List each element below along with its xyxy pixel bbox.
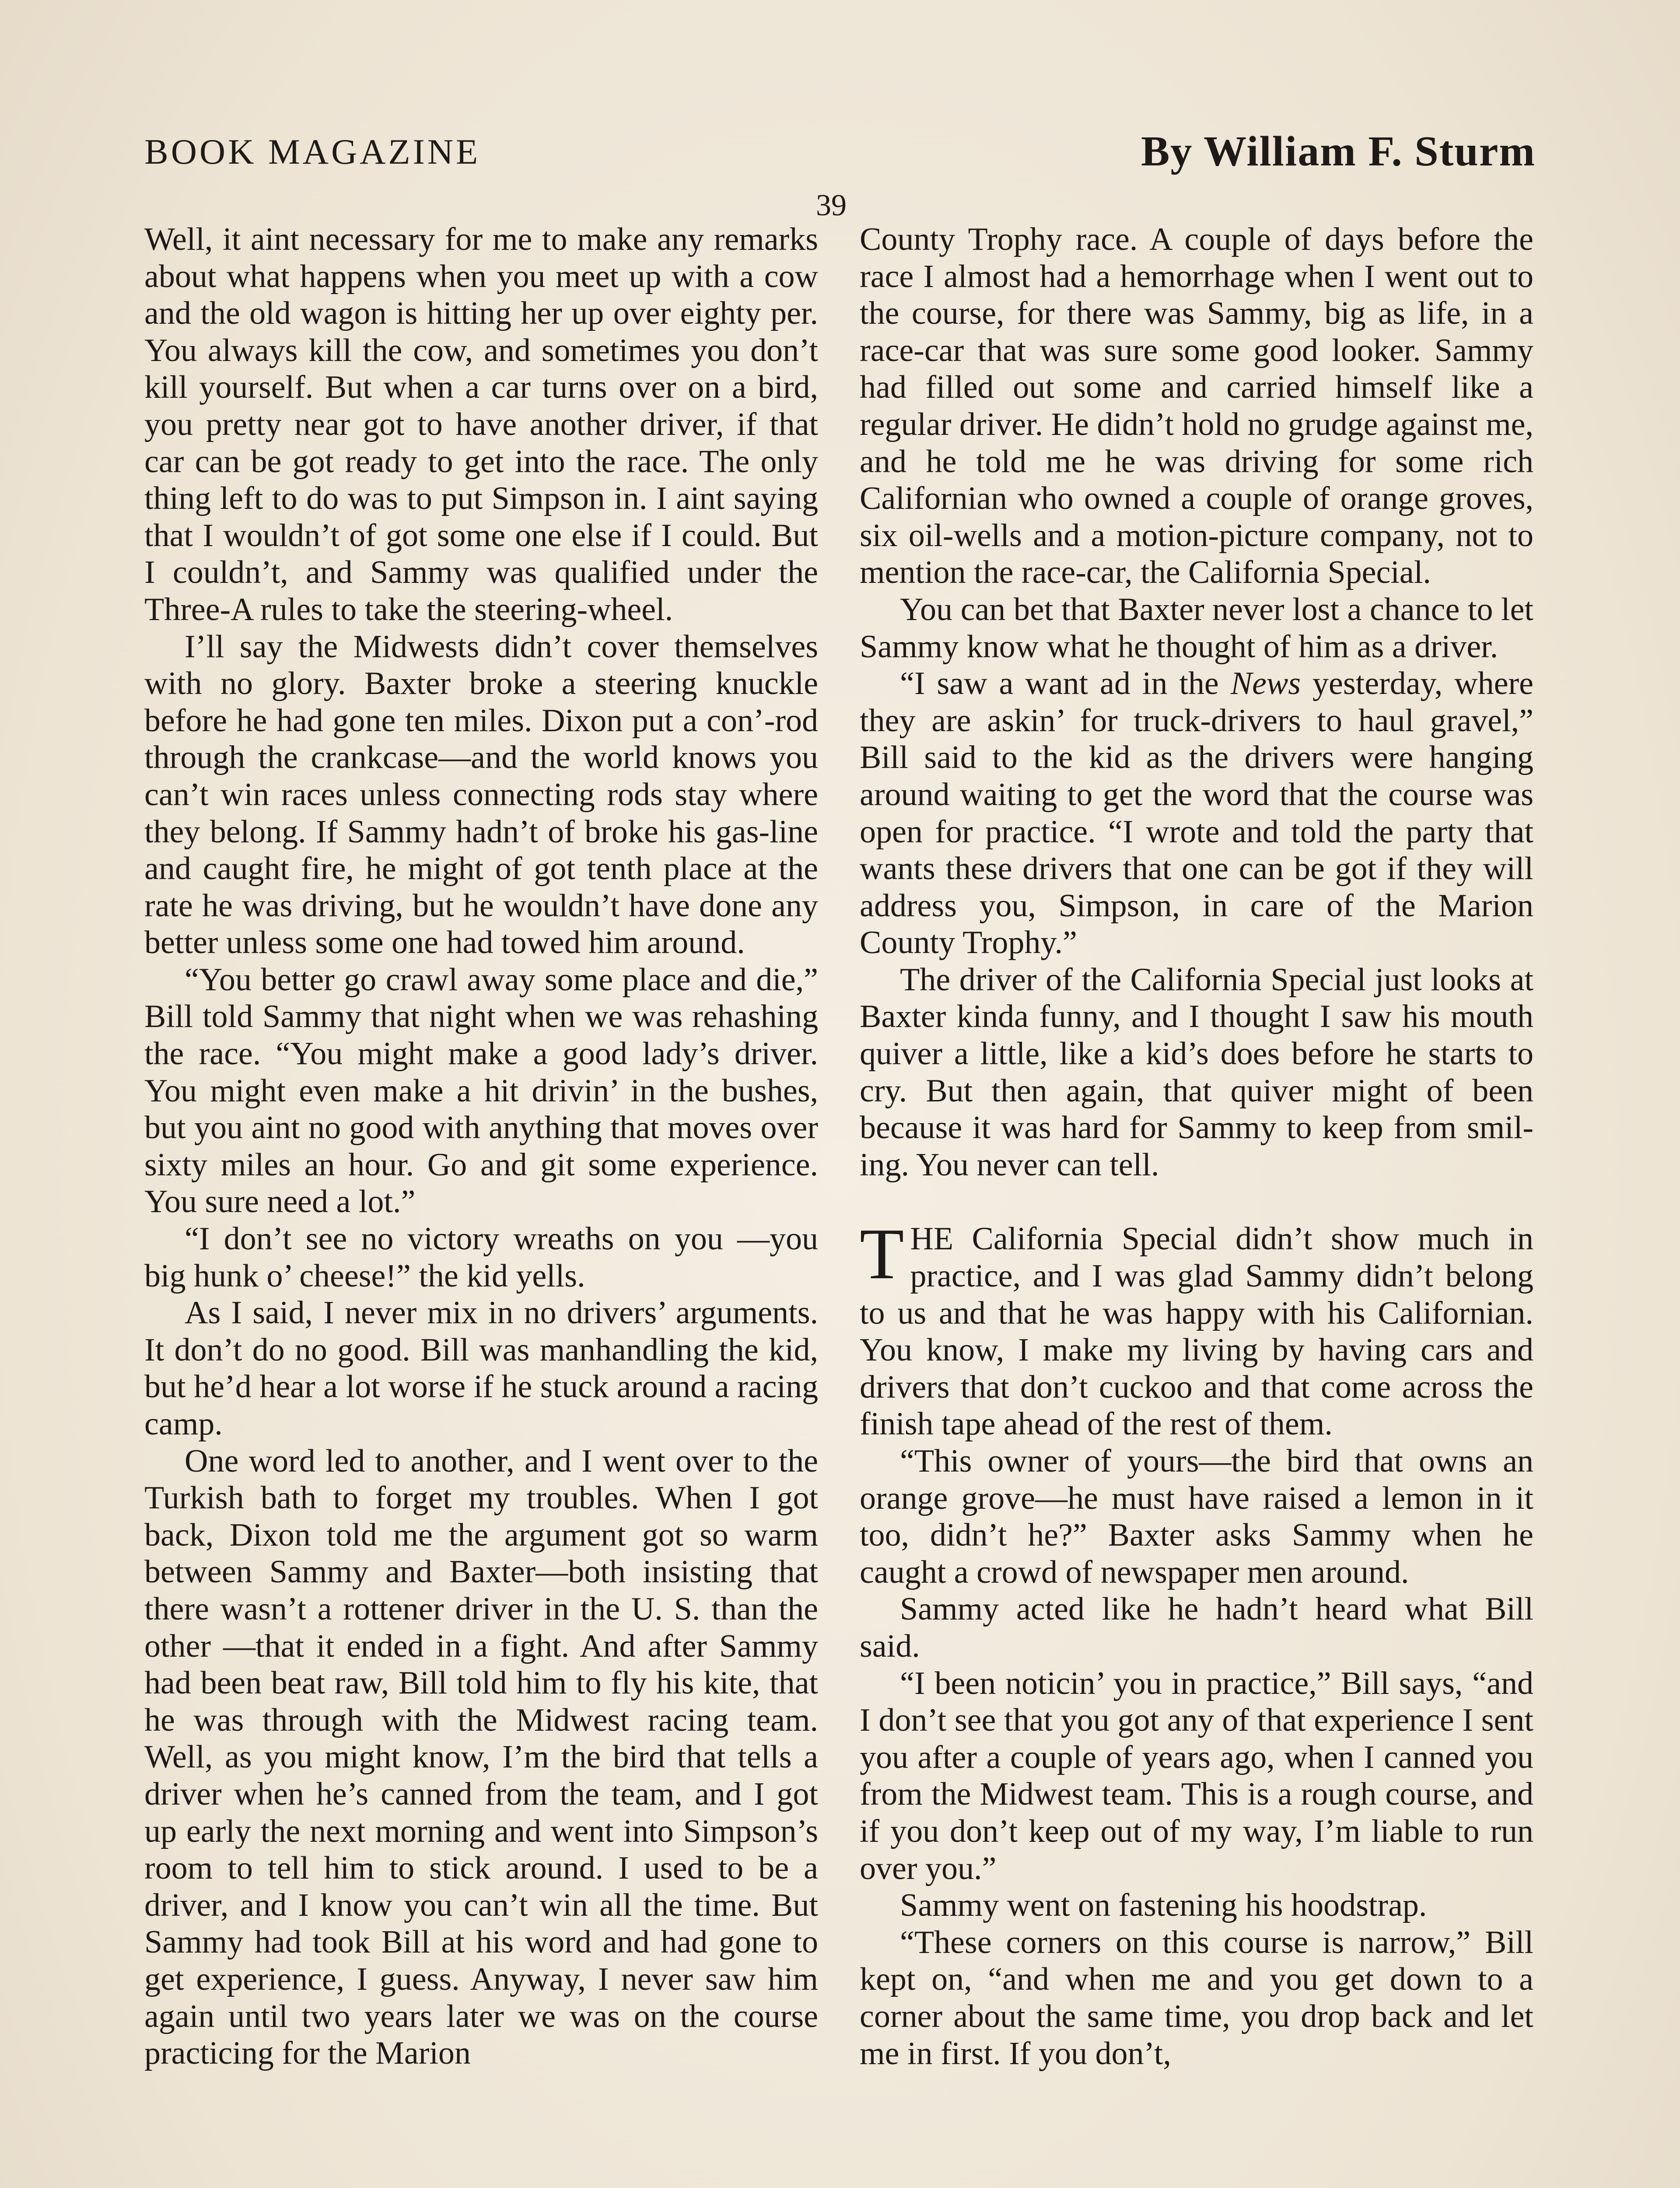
paragraph: One word led to another, and I went over to the Turkish bath to forget my troubles. When I got back, Dixon told me the argument got so warm between Sammy and Baxter—both insisting that there wasn’t a rottener driver in the U. S. than the other —that it ended in a fight. And after Sammy had been beat raw, Bill told him to fly his kite, that he was through with the Midwest racing team. Well, as you might know, I’m the bird that tells a driver when he’s canned from the team, and I got up early the next morning and went into Simpson’s room to tell him to stick around. I used to be a driver, and I know you can’t win all the time. But Sammy had took Bill at his word and had gone to get experience, I guess. Anyway, I never saw him again until two years later we was on the course practicing for the Marion: [144, 1443, 818, 2072]
paragraph: “This owner of yours—the bird that owns an orange grove—he must have raised a lemon in it too, didn’t he?” Baxter asks Sammy when he caught a crowd of newspaper men around.: [860, 1443, 1533, 1590]
newspaper-title: News: [1230, 666, 1301, 702]
paragraph: “These corners on this course is narrow,” Bill kept on, “and when me and you get down to a corner about the same time, you drop back and let me in first. If you don’t,: [860, 1924, 1533, 2072]
paragraph: County Trophy race. A couple of days before the race I almost had a hemorrhage when I went out to the course, for there was Sammy, big as life, in a race-car that was sure some good looker. Sammy had filled out some and carried himself like a regular driver. He didn’t hold no grudge against me, and he told me he was driving for some rich Californian who owned a couple of orange groves, six oil-wells and a motion-picture company, not to mention the race-car, the California Special.: [860, 221, 1533, 591]
page-number: 39: [816, 189, 847, 222]
paragraph: “I don’t see no victory wreaths on you —you big hunk o’ cheese!” the kid yells.: [144, 1221, 818, 1294]
paragraph: “I been noticin’ you in practice,” Bill says, “and I don’t see that you got any of that experience I sent you after a couple of years ago, when I canned you from the Midwest team. This is a rough course, and if you don’t keep out of my way, I’m liable to run over you.”: [860, 1665, 1533, 1886]
small-caps-lead: HE: [910, 1221, 954, 1257]
magazine-title: BOOK MAGAZINE: [144, 132, 481, 172]
drop-cap: T: [860, 1213, 904, 1294]
paragraph: Sammy went on fastening his hoodstrap.: [900, 1887, 1427, 1924]
paragraph-text: yesterday, where they are askin’ for truck-drivers to haul gravel,” Bill said to the kid as the drivers were hanging around waiting to get the word that the course was open for practice. “I wrote and told the party that wants these drivers that one can be got if they will address you, Simpson, in care of the Marion County Trophy.”: [860, 666, 1533, 961]
paragraph: I’ll say the Midwests didn’t cover themselves with no glory. Baxter broke a steering knuckle before he had gone ten miles. Dixon put a con’-rod through the crankcase—and the world knows you can’t win races unless connecting rods stay where they belong. If Sammy hadn’t of broke his gas-line and caught fire, he might of got tenth place at the rate he was driving, but he wouldn’t have done any better unless some one had towed him around.: [144, 628, 818, 961]
right-column: [860, 221, 1533, 2072]
paragraph-text: California Special didn’t show much in practice, and I was glad Sammy didn’t belong to us and that he was happy with his Californian. You know, I make my living by having cars and drivers that don’t cuckoo and that come across the finish tape ahead of the rest of them.: [860, 1221, 1533, 1442]
paragraph: [860, 665, 1533, 961]
left-column: [144, 221, 818, 2072]
paragraph: As I said, I never mix in no drivers’ arguments. It don’t do no good. Bill was manhandling the kid, but he’d hear a lot worse if he stuck around a racing camp.: [144, 1295, 818, 1442]
section-opening-paragraph: [860, 1213, 1533, 1443]
paragraph-text: “I saw a want ad in the: [900, 666, 1231, 702]
paragraph: Sammy acted like he hadn’t heard what Bill said.: [860, 1591, 1533, 1664]
paragraph: You can bet that Baxter never lost a chance to let Sammy know what he thought of him as a driver.: [860, 591, 1533, 665]
paragraph: Well, it aint necessary for me to make any remarks about what happens when you meet up with a cow and the old wagon is hitting her up over eighty per. You always kill the cow, and sometimes you don’t kill yourself. But when a car turns over on a bird, you pretty near got to have another driver, if that car can be got ready to get into the race. The only thing left to do was to put Simpson in. I aint saying that I wouldn’t of got some one else if I could. But I couldn’t, and Sammy was qualified under the Three-A rules to take the steering-wheel.: [144, 221, 818, 628]
paragraph: “You better go crawl away some place and die,” Bill told Sammy that night when we was rehashing the race. “You might make a good lady’s driver. You might even make a hit drivin’ in the bushes, but you aint no good with anything that moves over sixty miles an hour. Go and git some experience. You sure need a lot.”: [144, 961, 818, 1220]
paragraph: The driver of the California Special just looks at Baxter kinda funny, and I thought I saw his mouth quiver a little, like a kid’s does before he starts to cry. But then again, that quiver might of been because it was hard for Sammy to keep from smiling. You never can tell.: [860, 961, 1533, 1183]
author-byline: By William F. Sturm: [1141, 128, 1536, 175]
